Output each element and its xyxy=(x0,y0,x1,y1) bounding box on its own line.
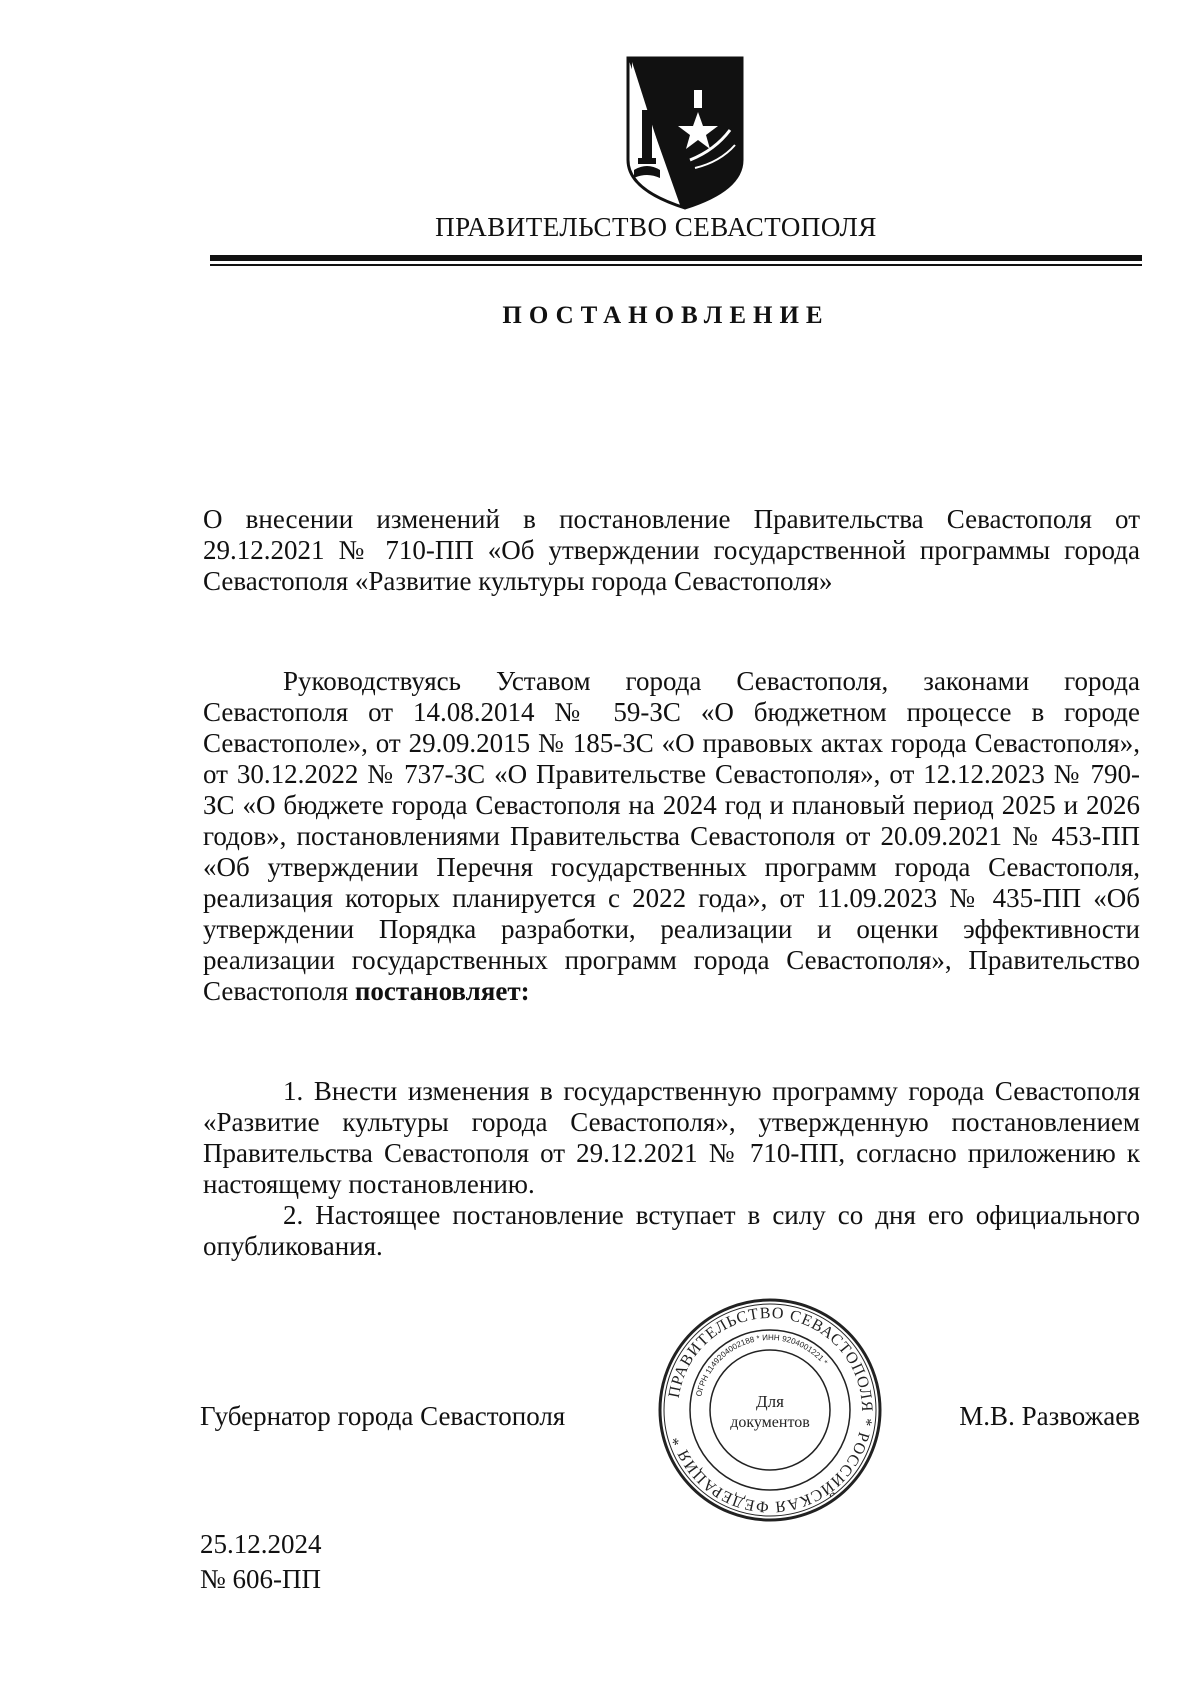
document-type: ПОСТАНОВЛЕНИЕ xyxy=(502,302,830,329)
resolution-item: 1. Внести изменения в государственную программу города Севастополя «Развитие культуры города Севастополя», утвержденную постановлением Правительства Севастополя от 29.12.2021 № 710-ПП, согласно приложению к настоящему постановлению. xyxy=(203,1076,1140,1199)
seal-inner-text: ОГРН 1149204002188 * ИНН 9204001221 * xyxy=(694,1332,830,1398)
document-number: № 606-ПП xyxy=(200,1564,321,1594)
signer-name: М.В. Развожаев xyxy=(959,1401,1140,1431)
seal-outer-text: ПРАВИТЕЛЬСТВО СЕВАСТОПОЛЯ * РОССИЙСКАЯ ФЕДЕРАЦИЯ * xyxy=(665,1304,876,1516)
official-seal xyxy=(655,1295,885,1525)
seal-center-line2: документов xyxy=(730,1414,810,1431)
preamble-text: Руководствуясь Уставом города Севастополя, законами города Севастополя от 14.08.2014 № 59-ЗС «О бюджетном процессе в городе Севастополе», от 29.09.2015 № 185-ЗС «О правовых актах города Севастополя», от 30.12.2022 № 737-ЗС «О Правительстве Севастополя», от 12.12.2023 № 790-ЗС «О бюджете города Севастополя на 2024 год и плановый период 2025 и 2026 годов», постановлениями Правительства Севастополя от 20.09.2021 № 453-ПП «Об утверждении Перечня государственных программ города Севастополя, реализация которых планируется с 2022 года», от 11.09.2023 № 435-ПП «Об утверждении Порядка разработки, реализации и оценки эффективности реализации государственных программ города Севастополя», Правительство Севастополя xyxy=(203,666,1140,1006)
resolution-items xyxy=(203,1076,1140,1262)
document-date: 25.12.2024 xyxy=(200,1529,322,1559)
signer-title: Губернатор города Севастополя xyxy=(200,1401,566,1431)
resolution-item: 2. Настоящее постановление вступает в силу со дня его официального опубликования. xyxy=(203,1200,1140,1261)
header-rule-thick xyxy=(210,255,1142,261)
preamble-keyword: постановляет: xyxy=(354,976,530,1006)
organization-name: ПРАВИТЕЛЬСТВО СЕВАСТОПОЛЯ xyxy=(435,212,877,242)
preamble-paragraph xyxy=(203,666,1140,1007)
seal-center-line1: Для xyxy=(756,1392,784,1411)
coat-of-arms-icon xyxy=(620,50,750,210)
document-subject: О внесении изменений в постановление Правительства Севастополя от 29.12.2021 № 710-ПП «Об утверждении государственной программы города Севастополя «Развитие культуры города Севастополя» xyxy=(203,504,1140,596)
header-rule-thin xyxy=(210,264,1142,266)
